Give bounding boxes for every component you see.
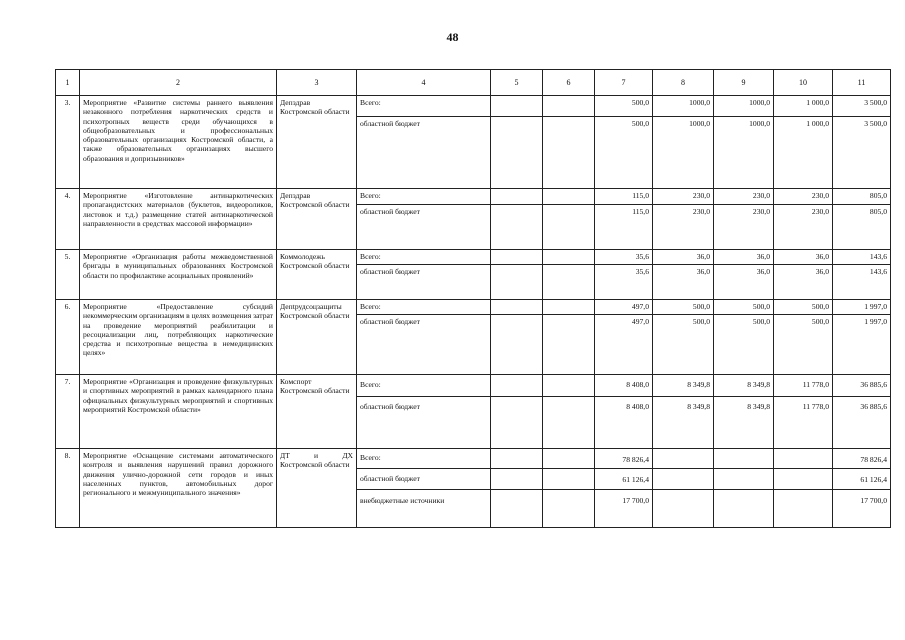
measure-description: Мероприятие «Оснащение системами автоматического контроля и выявления нарушений правил дорожного движения улично-дорожной сети городов и иных населенных пунктов, автомобильных дорог регионального и межмуниципального значения» [80, 449, 277, 528]
value-cell: 500,0 [714, 300, 774, 315]
value-cell [774, 469, 833, 490]
funding-source: внебюджетные источники [357, 490, 491, 528]
value-cell: 1000,0 [714, 117, 774, 189]
value-cell [543, 205, 595, 250]
value-cell [543, 469, 595, 490]
funding-source: областной бюджет [357, 315, 491, 375]
value-cell: 500,0 [653, 300, 714, 315]
funding-source: Всего: [357, 250, 491, 265]
value-cell: 36,0 [714, 265, 774, 300]
measure-executor: Комспорт Костромской области [277, 375, 357, 449]
value-cell: 805,0 [833, 189, 891, 205]
value-cell: 36 885,6 [833, 375, 891, 397]
value-cell [491, 449, 543, 469]
value-cell [491, 250, 543, 265]
funding-source: областной бюджет [357, 469, 491, 490]
value-cell: 230,0 [774, 205, 833, 250]
value-cell: 230,0 [714, 205, 774, 250]
table-row [56, 96, 891, 117]
value-cell [491, 490, 543, 528]
value-cell: 35,6 [595, 250, 653, 265]
funding-source: Всего: [357, 96, 491, 117]
value-cell: 17 700,0 [833, 490, 891, 528]
measure-executor: Коммолодежь Костромской области [277, 250, 357, 300]
value-cell: 36 885,6 [833, 397, 891, 449]
value-cell: 230,0 [653, 205, 714, 250]
column-header: 4 [357, 70, 491, 96]
column-header: 9 [714, 70, 774, 96]
value-cell [653, 490, 714, 528]
measure-number: 4. [56, 189, 80, 250]
program-measures-table [55, 69, 891, 528]
value-cell: 61 126,4 [833, 469, 891, 490]
value-cell: 61 126,4 [595, 469, 653, 490]
measure-number: 6. [56, 300, 80, 375]
value-cell: 143,6 [833, 265, 891, 300]
value-cell: 36,0 [714, 250, 774, 265]
funding-source: Всего: [357, 449, 491, 469]
value-cell: 805,0 [833, 205, 891, 250]
column-header: 10 [774, 70, 833, 96]
value-cell: 500,0 [774, 300, 833, 315]
measure-executor [277, 449, 357, 528]
value-cell: 78 826,4 [833, 449, 891, 469]
column-header: 3 [277, 70, 357, 96]
value-cell [543, 96, 595, 117]
value-cell [653, 469, 714, 490]
value-cell [543, 117, 595, 189]
value-cell: 36,0 [653, 250, 714, 265]
value-cell: 11 778,0 [774, 375, 833, 397]
executor-part: и [314, 451, 319, 460]
value-cell [714, 490, 774, 528]
funding-source: областной бюджет [357, 117, 491, 189]
value-cell: 500,0 [774, 315, 833, 375]
value-cell: 8 349,8 [714, 375, 774, 397]
value-cell: 500,0 [595, 117, 653, 189]
column-header: 6 [543, 70, 595, 96]
value-cell: 1 997,0 [833, 315, 891, 375]
executor-region: Костромской области [280, 460, 350, 470]
measure-number: 7. [56, 375, 80, 449]
value-cell [491, 96, 543, 117]
value-cell [491, 189, 543, 205]
value-cell: 1000,0 [653, 117, 714, 189]
value-cell [491, 397, 543, 449]
value-cell [491, 315, 543, 375]
column-header: 2 [80, 70, 277, 96]
table-row [56, 250, 891, 265]
value-cell [774, 490, 833, 528]
value-cell: 230,0 [774, 189, 833, 205]
measure-number: 3. [56, 96, 80, 189]
value-cell: 115,0 [595, 205, 653, 250]
value-cell [491, 375, 543, 397]
page-number: 48 [446, 30, 459, 44]
value-cell [543, 315, 595, 375]
value-cell: 11 778,0 [774, 397, 833, 449]
table-row [56, 189, 891, 205]
value-cell [491, 205, 543, 250]
value-cell: 3 500,0 [833, 96, 891, 117]
value-cell: 78 826,4 [595, 449, 653, 469]
value-cell: 1000,0 [714, 96, 774, 117]
measure-number: 5. [56, 250, 80, 300]
value-cell: 8 408,0 [595, 375, 653, 397]
value-cell [491, 469, 543, 490]
value-cell: 17 700,0 [595, 490, 653, 528]
table-row [56, 300, 891, 315]
value-cell [543, 449, 595, 469]
measure-description: Мероприятие «Организация и проведение физкультурных и спортивных мероприятий в рамках календарного плана официальных физкультурных мероприятий и спортивных мероприятий Костромской области» [80, 375, 277, 449]
value-cell: 497,0 [595, 315, 653, 375]
funding-source: Всего: [357, 300, 491, 315]
value-cell: 230,0 [653, 189, 714, 205]
value-cell [653, 449, 714, 469]
value-cell [543, 189, 595, 205]
value-cell: 115,0 [595, 189, 653, 205]
measure-description: Мероприятие «Развитие системы раннего выявления незаконного потребления наркотических средств и психотропных веществ среди обучающихся в общеобразовательных и профессиональных образовательных организациях Костромской области, а также образовательных организациях высшего образования и допризывников» [80, 96, 277, 189]
measure-description: Мероприятие «Предоставление субсидий некоммерческим организациям в целях возмещения затрат на проведение мероприятий реабилитации и ресоциализации лиц, потребляющих наркотические средства и психотропные вещества в немедицинских целях» [80, 300, 277, 375]
value-cell: 36,0 [774, 265, 833, 300]
measure-number: 8. [56, 449, 80, 528]
value-cell [543, 300, 595, 315]
value-cell [491, 300, 543, 315]
column-header: 1 [56, 70, 80, 96]
value-cell: 35,6 [595, 265, 653, 300]
value-cell: 500,0 [595, 96, 653, 117]
value-cell: 143,6 [833, 250, 891, 265]
funding-source: Всего: [357, 375, 491, 397]
value-cell [774, 449, 833, 469]
column-header: 11 [833, 70, 891, 96]
value-cell: 1000,0 [653, 96, 714, 117]
value-cell [491, 265, 543, 300]
measure-description: Мероприятие «Изготовление антинаркотических пропагандистских материалов (буклетов, видеороликов, листовок и т.д.) размещение статей антинаркотической направленности в средствах массовой информации» [80, 189, 277, 250]
value-cell [543, 250, 595, 265]
value-cell [714, 449, 774, 469]
executor-part: ДТ [280, 451, 290, 460]
value-cell: 8 349,8 [714, 397, 774, 449]
column-header: 5 [491, 70, 543, 96]
value-cell: 1 000,0 [774, 96, 833, 117]
value-cell: 230,0 [714, 189, 774, 205]
measure-executor: Депздрав Костромской области [277, 189, 357, 250]
value-cell: 1 997,0 [833, 300, 891, 315]
measure-executor: Депздрав Костромской области [277, 96, 357, 189]
funding-source: Всего: [357, 189, 491, 205]
value-cell: 1 000,0 [774, 117, 833, 189]
value-cell: 8 349,8 [653, 375, 714, 397]
value-cell: 500,0 [714, 315, 774, 375]
value-cell: 36,0 [774, 250, 833, 265]
column-header: 7 [595, 70, 653, 96]
column-header: 8 [653, 70, 714, 96]
value-cell: 497,0 [595, 300, 653, 315]
value-cell [543, 375, 595, 397]
table-row [56, 375, 891, 397]
measure-description: Мероприятие «Организация работы межведомственной бригады в муниципальных образованиях Костромской области по профилактике асоциальных проявлений» [80, 250, 277, 300]
value-cell [543, 265, 595, 300]
table-row [56, 449, 891, 469]
measure-executor: Депtрудсоцзащиты Костромской области [277, 300, 357, 375]
table-header-row [56, 70, 891, 96]
value-cell [543, 397, 595, 449]
funding-source: областной бюджет [357, 265, 491, 300]
funding-source: областной бюджет [357, 397, 491, 449]
value-cell: 8 349,8 [653, 397, 714, 449]
value-cell: 8 408,0 [595, 397, 653, 449]
value-cell: 500,0 [653, 315, 714, 375]
value-cell: 3 500,0 [833, 117, 891, 189]
value-cell [543, 490, 595, 528]
value-cell: 36,0 [653, 265, 714, 300]
funding-source: областной бюджет [357, 205, 491, 250]
value-cell [714, 469, 774, 490]
value-cell [491, 117, 543, 189]
executor-part: ДХ [342, 451, 353, 460]
